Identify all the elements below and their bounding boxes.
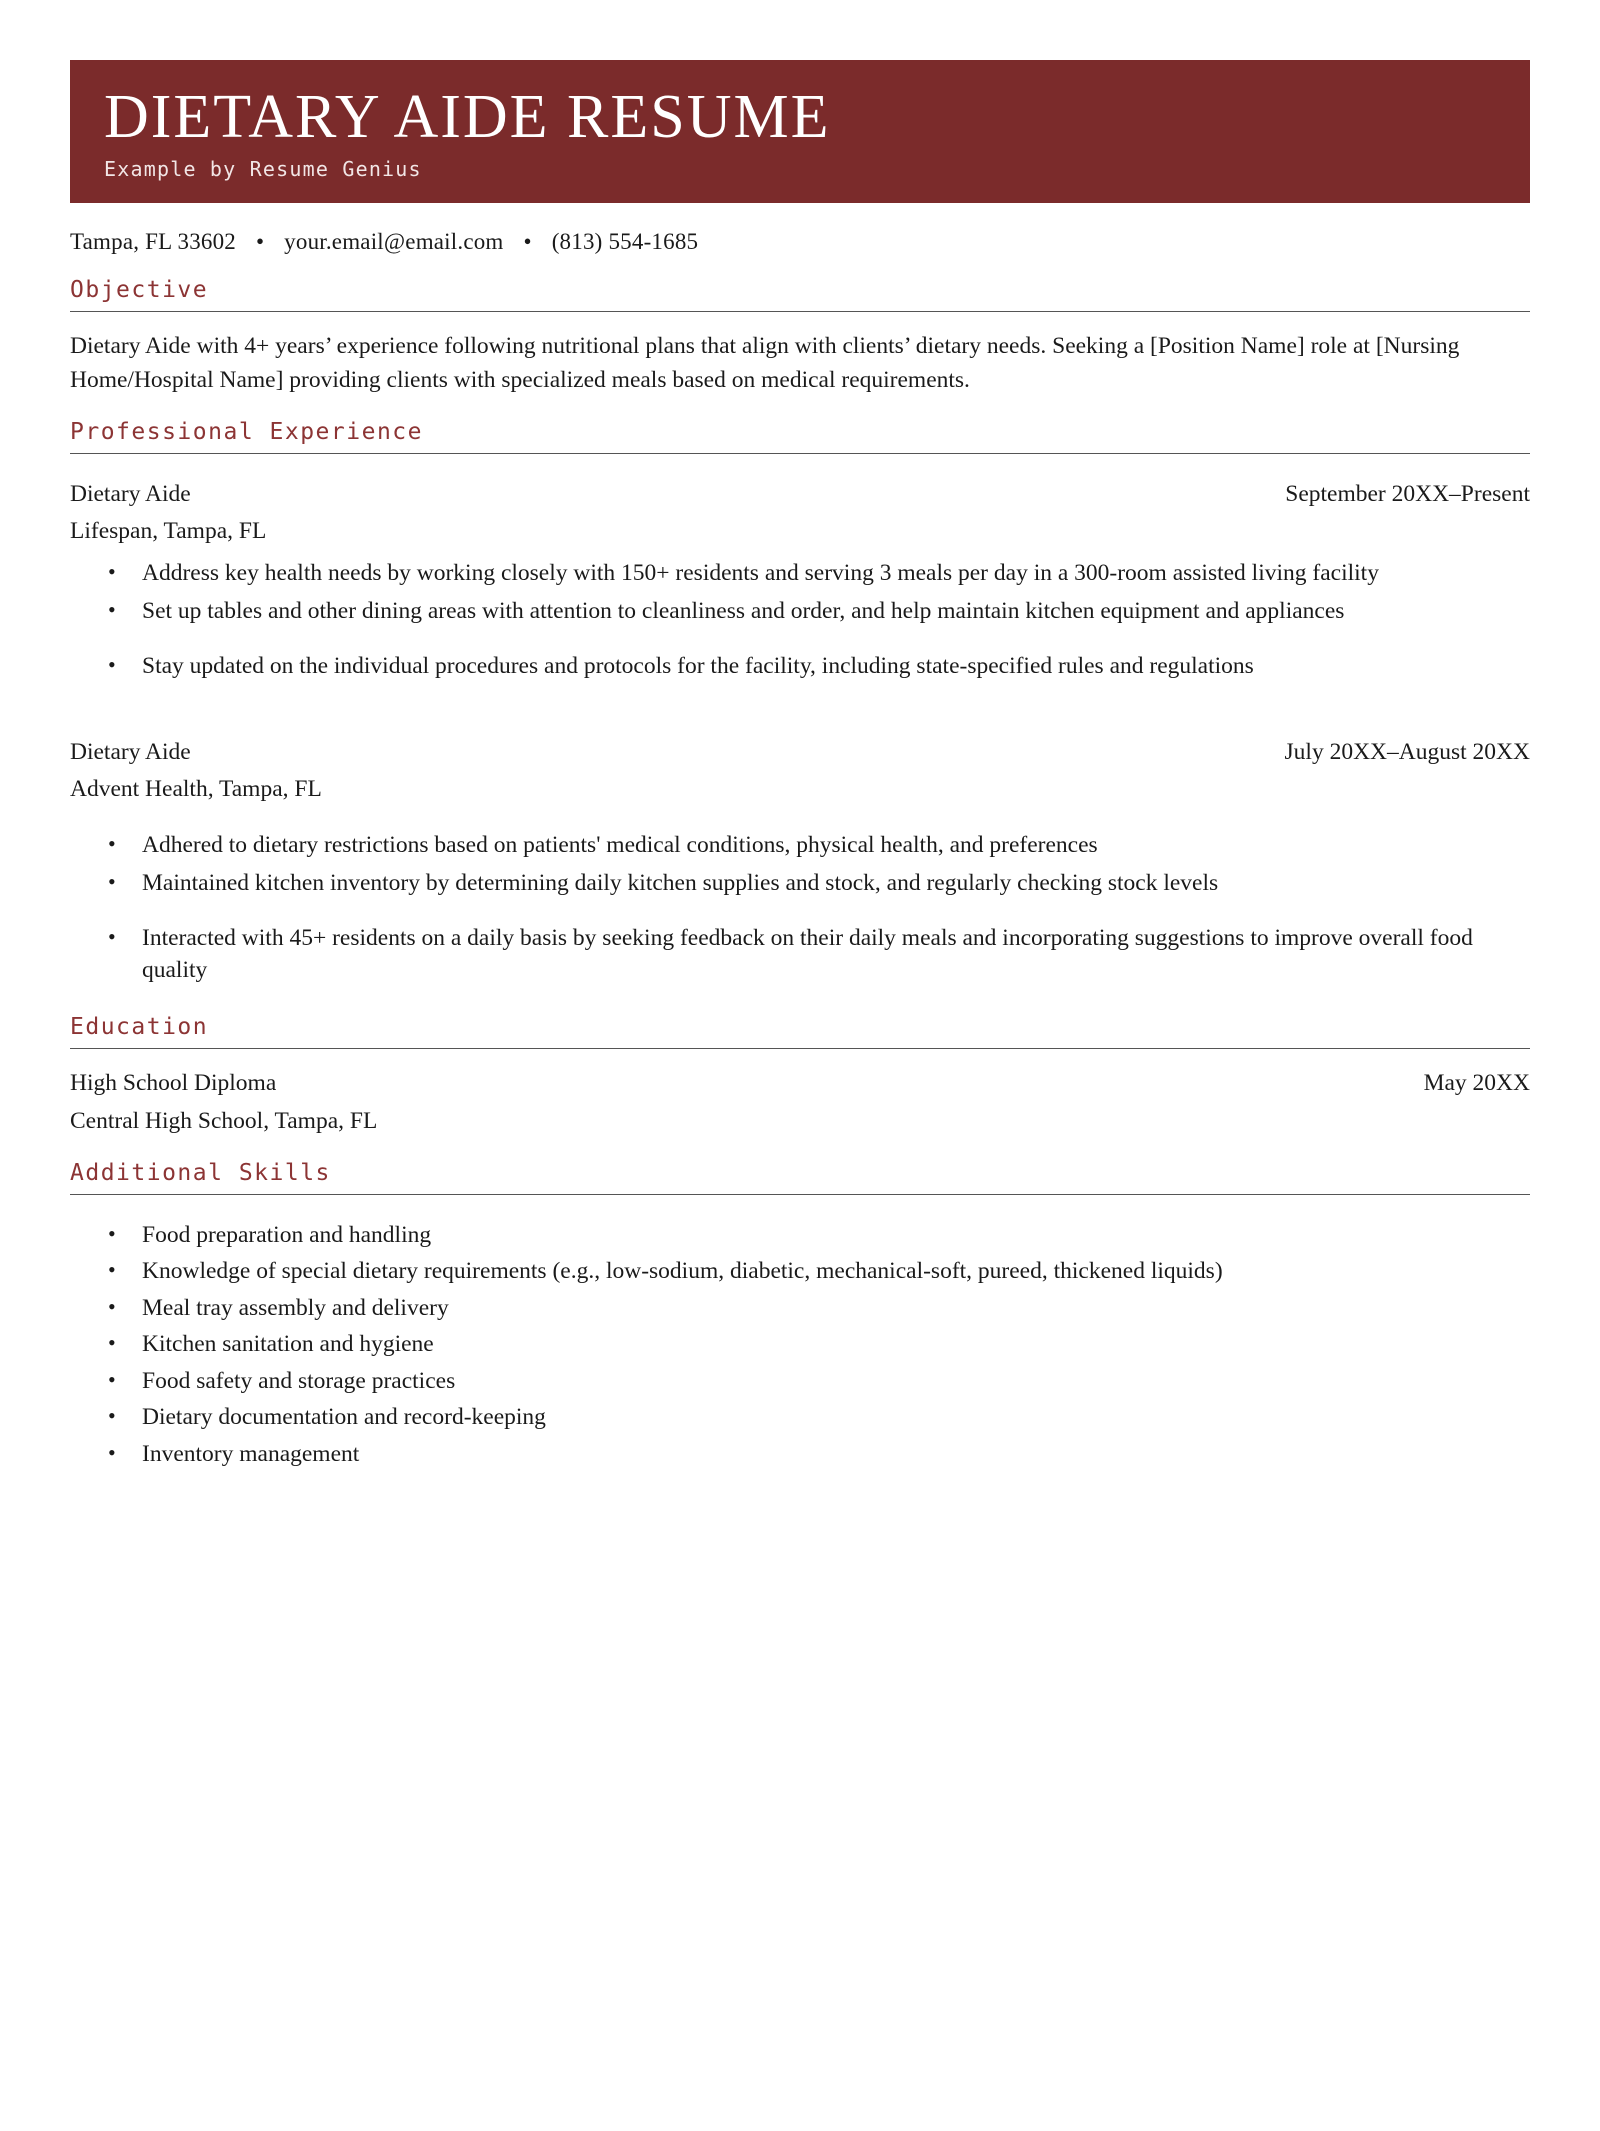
resume-header-band: [70, 60, 1530, 203]
job-title: Dietary Aide: [70, 480, 191, 507]
contact-separator-1: •: [255, 229, 265, 255]
job-organization: Advent Health, Tampa, FL: [70, 776, 322, 803]
job-bullet-list: [70, 829, 1530, 987]
job-bullet: • Stay updated on the individual procedures and protocols for the facility, including state-specified rules and regulations: [142, 650, 1530, 682]
section-body-experience: [70, 454, 1530, 986]
skill-item: • Dietary documentation and record-keeping: [142, 1401, 1530, 1433]
section-heading-experience: Professional Experience: [70, 397, 1530, 454]
education-degree: High School Diploma: [70, 1070, 277, 1097]
skill-item: • Inventory management: [142, 1438, 1530, 1470]
section-heading-education: Education: [70, 992, 1530, 1049]
page-bottom-margin: [0, 1474, 1600, 1594]
section-skills: [70, 1138, 1530, 1470]
contact-location: Tampa, FL 33602: [70, 229, 236, 255]
experience-header-row: [70, 478, 1530, 511]
skill-item: • Knowledge of special dietary requirements (e.g., low-sodium, diabetic, mechanical-soft, pureed, thickened liquids): [142, 1255, 1530, 1287]
section-education: [70, 992, 1530, 1138]
experience-header-row: [70, 736, 1530, 769]
section-experience: [70, 397, 1530, 986]
section-heading-skills: Additional Skills: [70, 1138, 1530, 1195]
education-school: Central High School, Tampa, FL: [70, 1107, 378, 1134]
section-objective: [70, 255, 1530, 397]
skill-item: • Kitchen sanitation and hygiene: [142, 1328, 1530, 1360]
job-bullet: • Interacted with 45+ residents on a daily basis by seeking feedback on their daily meals and incorporating suggestions to improve overall food quality: [142, 922, 1530, 987]
job-bullet-list: [70, 557, 1530, 682]
section-body-education: [70, 1049, 1530, 1138]
page-title: DIETARY AIDE RESUME: [104, 83, 831, 151]
experience-entry: [70, 478, 1530, 682]
objective-text: Dietary Aide with 4+ years’ experience following nutritional plans that align with clients’ dietary needs. Seeking a [Position Name] role at [Nursing Home/Hospital Name] providing clients with specialized meals based on medical requirements.: [70, 333, 1460, 393]
contact-email[interactable]: your.email@email.com: [284, 229, 504, 255]
job-bullet: • Maintained kitchen inventory by determining daily kitchen supplies and stock, and regularly checking stock levels: [142, 867, 1530, 899]
job-dates: July 20XX–August 20XX: [1284, 738, 1530, 765]
job-organization: Lifespan, Tampa, FL: [70, 518, 267, 545]
experience-entry: [70, 736, 1530, 986]
job-bullet: • Set up tables and other dining areas with attention to cleanliness and order, and help maintain kitchen equipment and appliances: [142, 595, 1530, 627]
header-subtitle: Example by Resume Genius: [104, 157, 422, 182]
section-heading-objective: Objective: [70, 255, 1530, 312]
job-dates: September 20XX–Present: [1285, 480, 1530, 507]
job-bullet: • Address key health needs by working closely with 150+ residents and serving 3 meals per day in a 300-room assisted living facility: [142, 557, 1530, 589]
contact-separator-2: •: [523, 229, 532, 255]
contact-phone[interactable]: (813) 554-1685: [551, 229, 699, 255]
section-body-skills: [70, 1195, 1530, 1470]
job-bullet: • Adhered to dietary restrictions based on patients' medical conditions, physical health, and preferences: [142, 829, 1530, 861]
skills-list: [70, 1219, 1530, 1470]
resume-page: [0, 60, 1600, 2131]
contact-line: [70, 229, 1530, 255]
skill-item: • Meal tray assembly and delivery: [142, 1292, 1530, 1324]
skill-item: • Food preparation and handling: [142, 1219, 1530, 1251]
skill-item: • Food safety and storage practices: [142, 1365, 1530, 1397]
section-body-objective: [70, 312, 1530, 397]
education-header-row: [70, 1067, 1530, 1100]
education-date: May 20XX: [1423, 1070, 1530, 1097]
job-title: Dietary Aide: [70, 738, 191, 765]
